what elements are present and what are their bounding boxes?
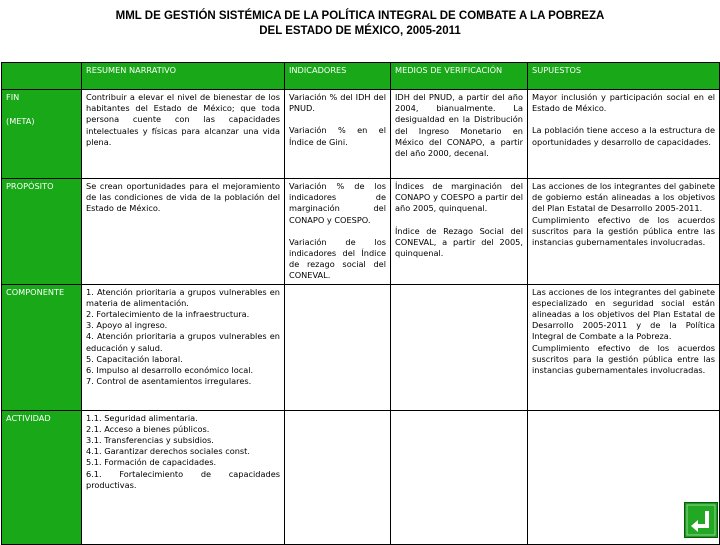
- componente-item: 2. Fortalecimiento de la infraestructura.: [86, 309, 250, 320]
- header-row: [2, 63, 720, 90]
- proposito-indicador-2: Variación de los indicadores del Índice de rezago social del CONEVAL.: [289, 236, 386, 281]
- proposito-supuesto-2: Cumplimiento efectivo de los acuerdos suscritos para la gestión pública entre las instancias gubernamentales involucradas.: [532, 214, 715, 248]
- fin-resumen: Contribuir a elevar el nivel de bienestar de los habitantes del Estado de México; que toda persona cuente con las capacidades intelectuales y físicas para alcanzar una vida plena.: [82, 90, 285, 179]
- fin-medios: IDH del PNUD, a partir del año 2004, bianualmente. La desigualdad en la Distribución del Ingreso Monetario en México del CONAPO, a partir del año 2000, decenal.: [391, 90, 528, 179]
- proposito-indicadores: [285, 179, 391, 285]
- return-button[interactable]: [684, 502, 718, 538]
- componente-resumen: [82, 284, 285, 410]
- actividad-item: 1.1. Seguridad alimentaria.: [86, 412, 198, 423]
- componente-supuesto-1: Las acciones de los integrantes del gabinete especializado en seguridad social están alineadas a los objetivos del Plan Estatal de Desarrollo 2005-2011 y de la Política Integral de Combate a la Pobreza.: [532, 286, 715, 342]
- fin-indicador-1: Variación % del IDH del PNUD.: [289, 92, 386, 114]
- row-componente: [2, 284, 720, 410]
- document-title: [0, 9, 720, 39]
- row-label-fin: [2, 90, 82, 179]
- proposito-resumen: Se crean oportunidades para el mejoramiento de las condiciones de vida de la población del Estado de México.: [82, 179, 285, 285]
- fin-supuestos: [528, 90, 720, 179]
- componente-item: 4. Atención prioritaria a grupos vulnerables en educación y salud.: [86, 331, 280, 353]
- label-meta: (META): [6, 116, 35, 127]
- label-proposito: PROPÓSITO: [2, 179, 82, 285]
- componente-item: 1. Atención prioritaria a grupos vulnerables en materia de alimentación.: [86, 286, 280, 308]
- actividad-item: 3.1. Transferencias y subsidios.: [86, 435, 214, 446]
- componente-indicadores: [285, 284, 391, 410]
- fin-supuesto-1: Mayor inclusión y participación social en el Estado de México.: [532, 92, 715, 114]
- header-indicadores: INDICADORES: [285, 63, 391, 90]
- componente-item: 3. Apoyo al ingreso.: [86, 320, 168, 331]
- proposito-supuesto-1: Las acciones de los integrantes del gabinete de gobierno están alineadas a los objetivos del Plan Estatal de Desarrollo 2005-2011.: [532, 181, 715, 214]
- label-componente: COMPONENTE: [2, 284, 82, 410]
- header-resumen: RESUMEN NARRATIVO: [82, 63, 285, 90]
- componente-medios: [391, 284, 528, 410]
- return-arrow-icon: [685, 503, 717, 537]
- actividad-item: 2.1. Acceso a bienes públicos.: [86, 423, 210, 434]
- fin-supuesto-2: La población tiene acceso a la estructura de oportunidades y desarrollo de capacidades.: [532, 125, 715, 147]
- actividad-medios: [391, 410, 528, 544]
- actividad-indicadores: [285, 410, 391, 544]
- actividad-item: 5.1. Formación de capacidades.: [86, 457, 217, 468]
- componente-supuestos: [528, 284, 720, 410]
- mml-table: [1, 62, 720, 545]
- header-supuestos: SUPUESTOS: [528, 63, 720, 90]
- proposito-supuestos: [528, 179, 720, 285]
- header-blank: [2, 63, 82, 90]
- header-medios: MEDIOS DE VERIFICACIÓN: [391, 63, 528, 90]
- proposito-medios-2: Índice de Rezago Social del CONEVAL, a partir del 2005, quinquenal.: [395, 225, 523, 259]
- actividad-item: 6.1. Fortalecimiento de capacidades productivas.: [86, 468, 280, 490]
- actividad-item: 4.1. Garantizar derechos sociales const.: [86, 446, 250, 457]
- label-fin: FIN: [6, 92, 20, 102]
- componente-supuesto-2: Cumplimiento efectivo de los acuerdos suscritos para la gestión pública entre las instancias gubernamentales involucradas.: [532, 342, 715, 376]
- row-actividad: [2, 410, 720, 544]
- proposito-medios-1: Índices de marginación del CONAPO y COESPO a partir del año 2005, quinquenal.: [395, 181, 523, 214]
- componente-item: 6. Impulso al desarrollo económico local.: [86, 365, 254, 376]
- fin-indicadores: [285, 90, 391, 179]
- actividad-resumen: [82, 410, 285, 544]
- row-proposito: [2, 179, 720, 285]
- label-actividad: ACTIVIDAD: [2, 410, 82, 544]
- proposito-medios: [391, 179, 528, 285]
- row-fin: [2, 90, 720, 179]
- proposito-indicador-1: Variación % de los indicadores de marginación del CONAPO y COESPO.: [289, 181, 386, 225]
- title-line-1: MML DE GESTIÓN SISTÉMICA DE LA POLÍTICA INTEGRAL DE COMBATE A LA POBREZA: [115, 10, 605, 22]
- fin-indicador-2: Variación % en el Índice de Gini.: [289, 125, 386, 147]
- title-line-2: DEL ESTADO DE MÉXICO, 2005-2011: [259, 25, 461, 37]
- componente-item: 7. Control de asentamientos irregulares.: [86, 376, 252, 387]
- componente-item: 5. Capacitación laboral.: [86, 353, 183, 364]
